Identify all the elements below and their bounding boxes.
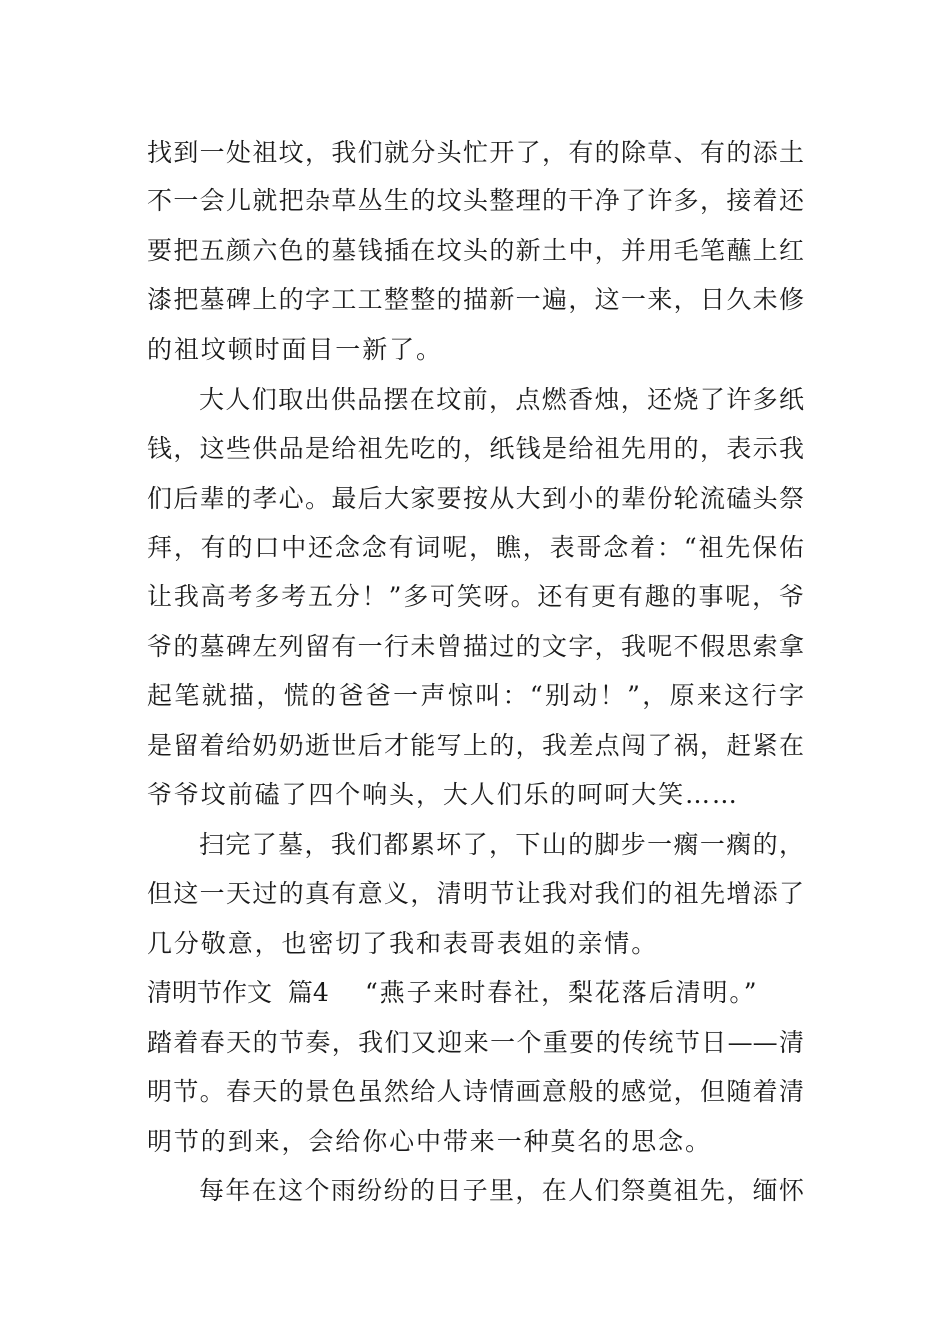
text-line-2: 不一会儿就把杂草丛生的坟头整理的干净了许多，接着还: [147, 186, 804, 215]
text-line-3: 要把五颜六色的墓钱插在坟头的新土中，并用毛笔蘸上红: [147, 236, 804, 265]
paragraph-start-line: 扫完了墓，我们都累坏了，下山的脚步一瘸一瘸的，: [199, 830, 804, 859]
text-line-16: 但这一天过的真有意义，清明节让我对我们的祖先增添了: [147, 879, 804, 908]
text-line-19: 踏着春天的节奏，我们又迎来一个重要的传统节日——清: [147, 1028, 804, 1057]
section-heading: 清明节作文 篇4: [147, 978, 329, 1007]
text-line-17: 几分敬意，也密切了我和表哥表姐的亲情。: [147, 929, 659, 958]
text-line-4: 漆把墓碑上的字工工整整的描新一遍，这一来，日久未修: [147, 285, 804, 314]
text-line-10: 让我高考多考五分！”多可笑呀。还有更有趣的事呢，爷: [147, 582, 804, 611]
paragraph-start-line: 每年在这个雨纷纷的日子里，在人们祭奠祖先，缅怀: [199, 1176, 804, 1205]
paragraph-start-line: 大人们取出供品摆在坟前，点燃香烛，还烧了许多纸: [199, 385, 804, 414]
text-line-20: 明节。春天的景色虽然给人诗情画意般的感觉，但随着清: [147, 1077, 804, 1106]
text-line-14: 爷爷坟前磕了四个响头，大人们乐的呵呵大笑……: [147, 780, 739, 809]
text-line-9: 拜，有的口中还念念有词呢，瞧，表哥念着：“祖先保佑: [147, 533, 804, 562]
text-line-5: 的祖坟顿时面目一新了。: [147, 335, 443, 364]
text-line-21: 明节的到来，会给你心中带来一种莫名的思念。: [147, 1127, 712, 1156]
text-line-7: 钱，这些供品是给祖先吃的，纸钱是给祖先用的，表示我: [147, 434, 804, 463]
text-line-1: 找到一处祖坟，我们就分头忙开了，有的除草、有的添土: [147, 138, 804, 167]
text-line-13: 是留着给奶奶逝世后才能写上的，我差点闯了祸，赶紧在: [147, 731, 804, 760]
text-line-11: 爷的墓碑左列留有一行未曾描过的文字，我呢不假思索拿: [147, 632, 804, 661]
text-line-8: 们后辈的孝心。最后大家要按从大到小的辈份轮流磕头祭: [147, 484, 804, 513]
text-line-12: 起笔就描，慌的爸爸一声惊叫：“别动！”，原来这行字: [147, 681, 804, 710]
text-line-18: “燕子来时春社，梨花落后清明。”: [365, 978, 759, 1007]
